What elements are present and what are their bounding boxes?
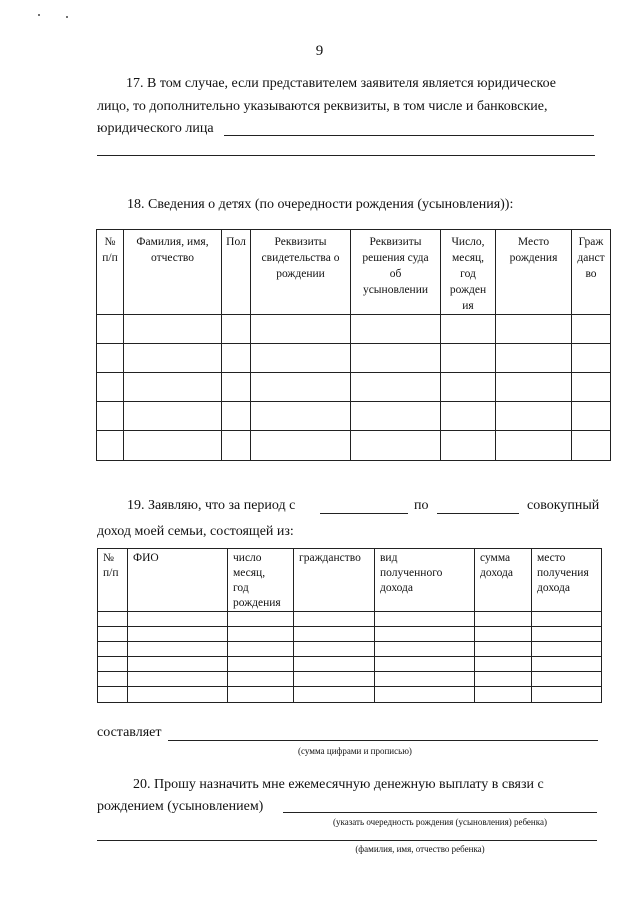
s19-line1-by: по	[414, 498, 429, 513]
income-table-header	[98, 549, 602, 612]
income-col-fio: ФИО	[128, 549, 228, 612]
birth-order-field[interactable]	[283, 812, 597, 813]
s20-line1: 20. Прошу назначить мне ежемесячную денежную выплату в связи с	[133, 777, 544, 792]
s17-line1: 17. В том случае, если представителем заявителя является юридическое	[126, 76, 556, 91]
income-table-row[interactable]	[98, 612, 602, 627]
page-number: 9	[315, 43, 324, 59]
children-table-row[interactable]	[97, 344, 611, 373]
scan-speck	[38, 14, 40, 16]
children-col-birth-cert: Реквизиты свидетельства о рождении	[251, 230, 351, 315]
income-table-row[interactable]	[98, 642, 602, 657]
income-col-source: место получения дохода	[532, 549, 602, 612]
s19-line1-end: совокупный	[527, 498, 600, 513]
children-table-row[interactable]	[97, 315, 611, 344]
scan-speck	[66, 16, 68, 18]
income-table-row[interactable]	[98, 627, 602, 642]
income-col-citizenship: гражданство	[294, 549, 375, 612]
s19-line1-start: 19. Заявляю, что за период с	[127, 498, 296, 513]
s17-fill-line[interactable]	[224, 135, 594, 136]
income-col-type: вид полученного дохода	[375, 549, 475, 612]
s17-line2: лицо, то дополнительно указываются реквизиты, в том числе и банковские,	[97, 99, 548, 114]
period-to-field[interactable]	[437, 513, 519, 514]
period-from-field[interactable]	[320, 513, 408, 514]
children-col-birthdate: Число, месяц, год рожден ия	[441, 230, 496, 315]
income-col-birthdate: число месяц, год рождения	[228, 549, 294, 612]
income-table-row[interactable]	[98, 657, 602, 672]
income-table-row[interactable]	[98, 672, 602, 687]
birth-order-hint: (указать очередность рождения (усыновления) ребенка)	[333, 817, 547, 827]
children-col-birthplace: Место рождения	[496, 230, 572, 315]
income-table-row[interactable]	[98, 687, 602, 703]
children-col-num: № п/п	[97, 230, 124, 315]
children-table	[96, 229, 611, 461]
total-amount-field[interactable]	[168, 740, 598, 741]
s19-line2: доход моей семьи, состоящей из:	[97, 524, 294, 539]
total-hint: (сумма цифрами и прописью)	[298, 746, 412, 756]
income-col-amount: сумма дохода	[475, 549, 532, 612]
s20-line2: рождением (усыновлением)	[97, 799, 264, 814]
children-col-adoption: Реквизиты решения суда об усыновлении	[351, 230, 441, 315]
income-table	[97, 548, 602, 703]
children-table-row[interactable]	[97, 373, 611, 402]
child-name-field[interactable]	[97, 840, 597, 841]
s17-fill-line-2[interactable]	[97, 155, 595, 156]
children-table-row[interactable]	[97, 402, 611, 431]
s17-line3: юридического лица	[97, 121, 214, 136]
children-col-citizenship: Граж данст во	[572, 230, 611, 315]
children-table-row[interactable]	[97, 431, 611, 461]
child-name-hint: (фамилия, имя, отчество ребенка)	[355, 844, 485, 854]
income-col-num: № п/п	[98, 549, 128, 612]
s18-title: 18. Сведения о детях (по очередности рождения (усыновления)):	[127, 197, 514, 212]
children-col-name: Фамилия, имя, отчество	[124, 230, 222, 315]
children-table-header	[97, 230, 611, 315]
children-col-sex: Пол	[222, 230, 251, 315]
total-label: составляет	[97, 725, 162, 740]
